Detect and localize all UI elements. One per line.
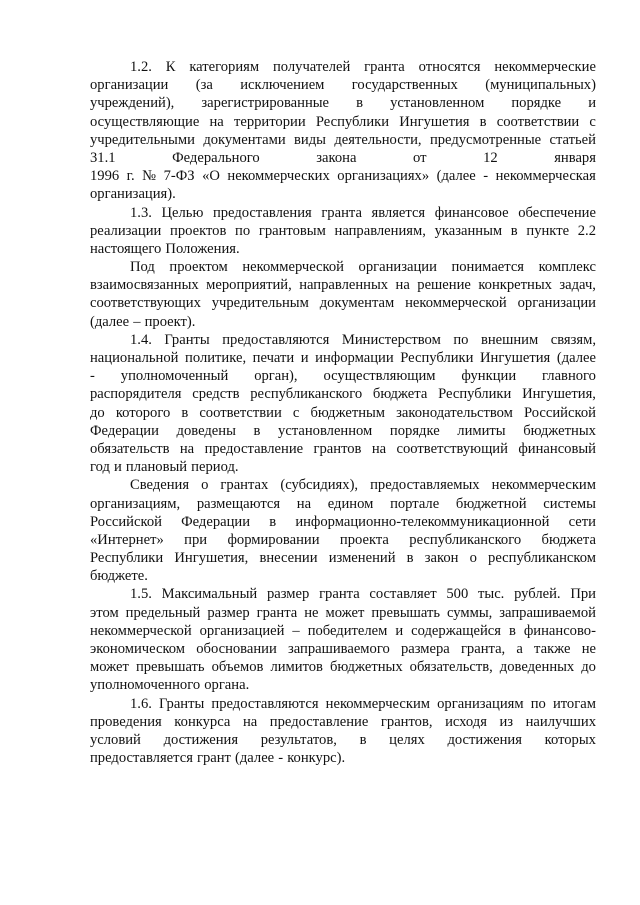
- text-line: 1.6. Гранты предоставляются некоммерческим организациям по итогам: [130, 695, 596, 712]
- text-line: 1.4. Гранты предоставляются Министерством по внешним связям,: [130, 331, 596, 348]
- text-line: учреждений), зарегистрированные в установленном порядке и: [90, 95, 596, 112]
- text-line: учредительными документами виды деятельности, предусмотренные статьей: [90, 131, 596, 148]
- text-line: «Интернет» при формировании проекта республиканского бюджета: [90, 531, 596, 548]
- text-line: Российской Федерации в информационно-телекоммуникационной сети: [90, 513, 596, 530]
- text-line: год и плановый период.: [90, 459, 239, 476]
- text-line: организация).: [90, 186, 176, 203]
- text-line: 1.3. Целью предоставления гранта является финансовое обеспечение: [130, 204, 596, 221]
- text-line: Республики Ингушетия, внесении изменений в закон о республиканском: [90, 550, 596, 567]
- text-line: распорядителя средств республиканского бюджета Республики Ингушетия,: [90, 386, 596, 403]
- text-line: взаимосвязанных мероприятий, направленных на решение конкретных задач,: [90, 277, 596, 294]
- text-line: (далее – проект).: [90, 313, 196, 330]
- paragraph: [90, 331, 596, 477]
- text-line: обязательств на предоставление грантов на соответствующий финансовый: [90, 440, 596, 457]
- text-line: национальной политике, печати и информации Республики Ингушетия (далее: [90, 350, 596, 366]
- text-line: бюджете.: [90, 568, 148, 585]
- text-line: реализации проектов по грантовым направлениям, указанным в пункте 2.2: [90, 222, 596, 239]
- text-line: 1996 г. № 7-ФЗ «О некоммерческих организациях» (далее - некоммерческая: [90, 168, 596, 185]
- text-line: условий достижения результатов, в целях достижения которых: [90, 731, 596, 748]
- text-line: 1.5. Максимальный размер гранта составляет 500 тыс. рублей. При: [130, 586, 596, 603]
- text-line: 1.2. К категориям получателей гранта относятся некоммерческие: [130, 59, 596, 75]
- text-line: некоммерческой организацией – победителем и содержащейся в финансово-: [90, 622, 596, 639]
- paragraph: [90, 58, 596, 204]
- text-line: этом предельный размер гранта не может превышать суммы, запрашиваемой: [90, 604, 596, 621]
- paragraph: [90, 204, 596, 259]
- document-page: [90, 58, 596, 767]
- text-line: осуществляющие на территории Республики Ингушетия в соответствии с: [90, 113, 596, 130]
- paragraph: [90, 695, 596, 768]
- text-line: может превышать объемов лимитов бюджетных обязательств, доведенных до: [90, 659, 596, 676]
- text-line: проведения конкурса на предоставление грантов, исходя из наилучших: [90, 713, 596, 730]
- text-line: предоставляется грант (далее - конкурс).: [90, 750, 346, 767]
- text-line: Федерации доведены в установленном порядке лимиты бюджетных: [90, 422, 596, 439]
- text-line: Под проектом некоммерческой организации понимается комплекс: [130, 259, 596, 276]
- paragraph: [90, 476, 596, 585]
- paragraph: [90, 258, 596, 331]
- text-line: организации (за исключением государственных (муниципальных): [90, 77, 596, 94]
- text-line: до которого в соответствии с бюджетным законодательством Российской: [90, 404, 596, 421]
- text-line: уполномоченного органа.: [90, 677, 250, 694]
- text-line: - уполномоченный орган), осуществляющим функции главного: [90, 368, 596, 385]
- paragraph: [90, 585, 596, 694]
- text-line: 31.1 Федерального закона от 12 января: [90, 149, 596, 166]
- text-line: соответствующих учредительным документам некоммерческой организации: [90, 295, 596, 312]
- text-line: организациям, размещаются на едином портале бюджетной системы: [90, 495, 596, 512]
- text-line: Сведения о грантах (субсидиях), предоставляемых некоммерческим: [130, 477, 596, 494]
- text-line: настоящего Положения.: [90, 240, 240, 257]
- text-line: экономическом обосновании запрашиваемого размера гранта, а также не: [90, 641, 596, 657]
